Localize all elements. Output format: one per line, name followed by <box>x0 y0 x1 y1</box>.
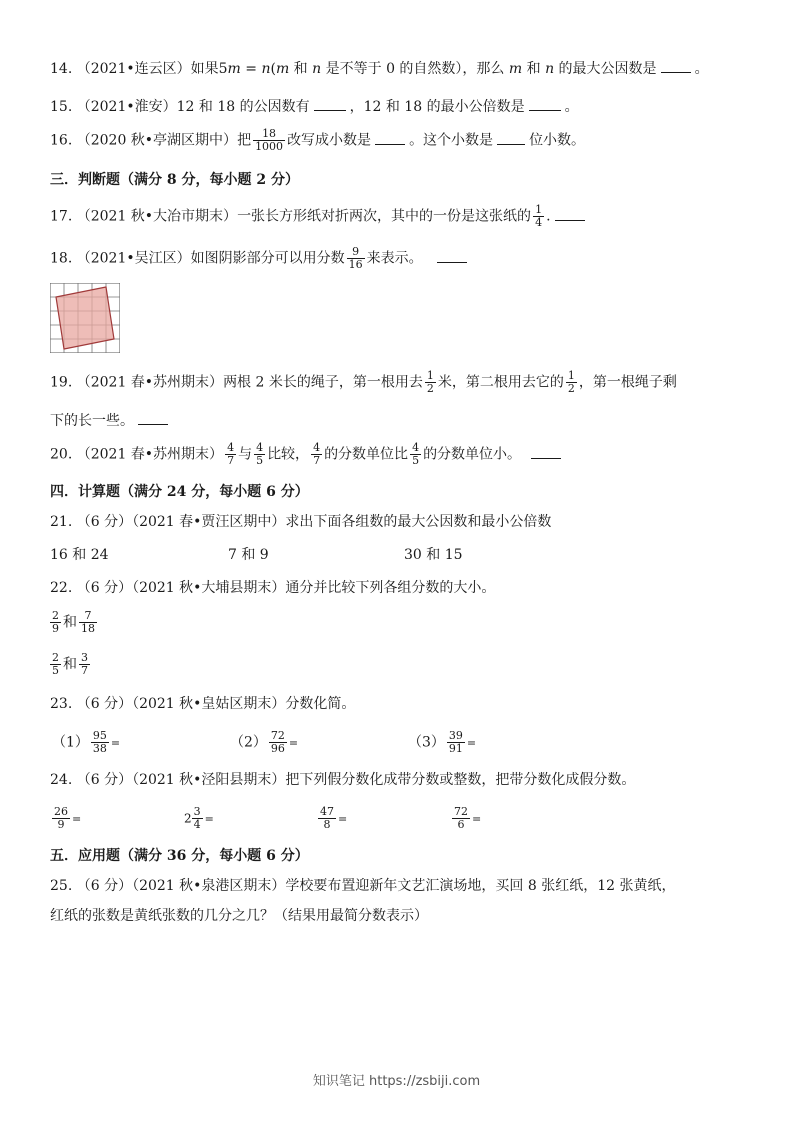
q21-item-1: 16 和 24 <box>50 547 109 563</box>
fraction: $\frac{9}{16}$ <box>348 245 363 271</box>
section-heading-5: 五．应用题（满分 36 分，每小题 6 分） <box>50 848 309 864</box>
answer-blank[interactable] <box>138 410 168 425</box>
answer-blank[interactable] <box>531 444 561 459</box>
fraction: $\frac{18}{1000}$ <box>255 127 284 153</box>
fraction: $\frac{2}{5}$ <box>52 651 59 677</box>
section-heading-4: 四．计算题（满分 24 分，每小题 6 分） <box>50 484 309 500</box>
fraction: $\frac{1}{2}$ <box>567 369 575 395</box>
question-19-line-2: 下的长一些。 <box>50 410 172 431</box>
fraction: $\frac{1}{4}$ <box>535 203 543 229</box>
q22-pair-1: $\frac{2}{9}$ 和 $\frac{7}{18}$ <box>52 609 95 635</box>
fraction: $\frac{39}{91}$ <box>448 729 463 755</box>
question-14: 14. （2021•连云区）如果5m = n(m 和 n 是不等于 0 的自然数），那么 m 和 n 的最大公因数是 。 <box>50 58 709 79</box>
question-23: 23. （6 分）（2021 秋•皇姑区期末）分数化简。 <box>50 696 356 712</box>
fraction: $\frac{3}{7}$ <box>81 651 88 677</box>
fraction: $\frac{4}{5}$ <box>256 441 264 467</box>
question-19: 19. （2021 春•苏州期末）两根 2 米长的绳子，第一根用去 $\frac{1}{2}$ 米，第二根用去它的 $\frac{1}{2}$ ，第一根绳子剩 <box>50 369 677 395</box>
fraction: $\frac{47}{8}$ <box>320 805 334 831</box>
q24-item-2: 2 $\frac{3}{4}$ = <box>184 805 214 831</box>
fraction: $\frac{72}{6}$ <box>454 805 468 831</box>
answer-blank[interactable] <box>529 96 561 111</box>
answer-blank[interactable] <box>661 58 691 73</box>
question-18: 18. （2021•吴江区）如图阴影部分可以用分数 $\frac{9}{16}$ 来表示。 <box>50 246 471 271</box>
fraction: $\frac{4}{7}$ <box>227 441 235 467</box>
question-21: 21. （6 分）（2021 春•贾汪区期中）求出下面各组数的最大公因数和最小公倍数 <box>50 514 552 530</box>
fraction: $\frac{4}{5}$ <box>412 441 420 467</box>
answer-blank[interactable] <box>437 248 467 263</box>
fraction: $\frac{26}{9}$ <box>54 805 68 831</box>
answer-blank[interactable] <box>314 96 346 111</box>
answer-blank[interactable] <box>497 130 525 145</box>
q24-item-3: $\frac{47}{8}$ = <box>320 805 348 831</box>
fraction: $\frac{7}{18}$ <box>81 609 95 635</box>
question-24: 24. （6 分）（2021 秋•泾阳县期末）把下列假分数化成带分数或整数，把带分数化成假分数。 <box>50 772 636 788</box>
q23-item-3: （3） $\frac{39}{91}$ = <box>408 729 477 755</box>
fraction: $\frac{95}{38}$ <box>92 729 107 755</box>
answer-blank[interactable] <box>555 206 585 221</box>
shaded-grid-figure <box>50 283 120 353</box>
fraction: $\frac{72}{96}$ <box>270 729 285 755</box>
q24-item-1: $\frac{26}{9}$ = <box>54 805 82 831</box>
answer-blank[interactable] <box>375 130 405 145</box>
q22-pair-2: $\frac{2}{5}$ 和 $\frac{3}{7}$ <box>52 651 88 677</box>
fraction: $\frac{3}{4}$ <box>193 805 201 831</box>
q23-item-2: （2） $\frac{72}{96}$ = <box>230 729 299 755</box>
question-16: 16. （2020 秋•亭湖区期中）把 $\frac{18}{1000}$ 改写成小数是 。这个小数是 位小数。 <box>50 127 586 153</box>
question-17: 17. （2021 秋•大冶市期末）一张长方形纸对折两次，其中的一份是这张纸的 $\frac{1}{4}$ . <box>50 204 589 229</box>
q24-item-4: $\frac{72}{6}$ = <box>454 805 482 831</box>
q21-item-3: 30 和 15 <box>404 547 463 563</box>
section-heading-3: 三．判断题（满分 8 分，每小题 2 分） <box>50 172 299 188</box>
question-22: 22. （6 分）（2021 秋•大埔县期末）通分并比较下列各组分数的大小。 <box>50 580 496 596</box>
question-15: 15. （2021•淮安）12 和 18 的公因数有 ，12 和 18 的最小公倍数是 。 <box>50 96 579 117</box>
fraction: $\frac{4}{7}$ <box>313 441 321 467</box>
question-25-line-2: 红纸的张数是黄纸张数的几分之几？（结果用最简分数表示） <box>50 908 428 924</box>
q23-item-1: （1） $\frac{95}{38}$ = <box>52 729 121 755</box>
fraction: $\frac{1}{2}$ <box>426 369 434 395</box>
question-25: 25. （6 分）（2021 秋•泉港区期末）学校要布置迎新年文艺汇演场地，买回 8 张红纸，12 张黄纸， <box>50 878 676 894</box>
page-footer: 知识笔记 https://zsbiji.com <box>312 1074 481 1089</box>
question-20: 20. （2021 春•苏州期末） $\frac{4}{7}$ 与 $\frac{4}{5}$ 比较， $\frac{4}{7}$ 的分数单位比 $\frac{4}{5}$ 的分数单位小。 <box>50 442 565 467</box>
fraction: $\frac{2}{9}$ <box>52 609 59 635</box>
q21-item-2: 7 和 9 <box>228 547 269 563</box>
